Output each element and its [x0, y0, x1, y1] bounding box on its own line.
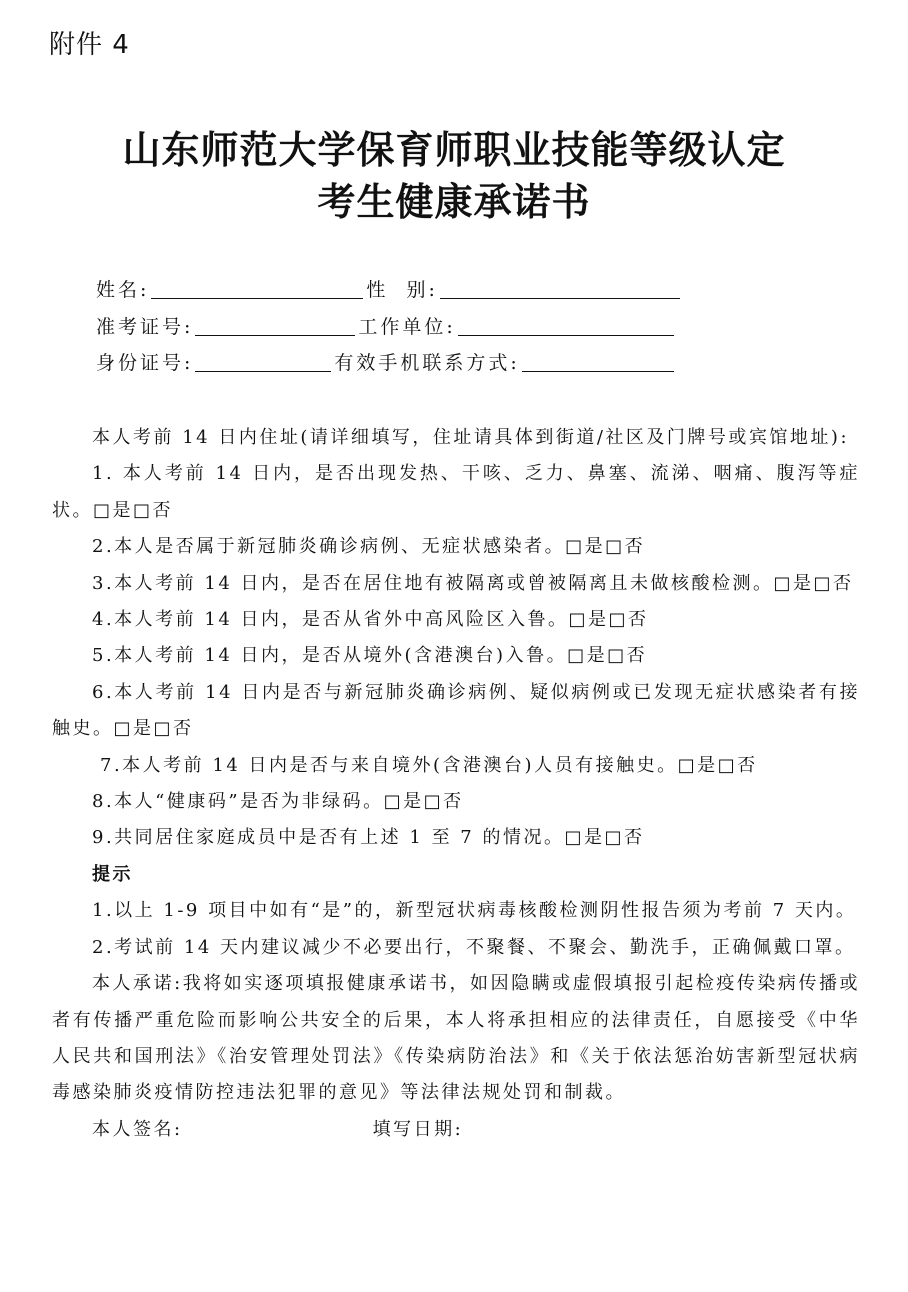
question-1: 1. 本人考前 14 日内，是否出现发热、干咳、乏力、鼻塞、流涕、咽痛、腹泻等症状。□是□否: [52, 463, 860, 521]
phone-label: 有效手机联系方式:: [334, 352, 520, 374]
gender-label: 性 别:: [366, 279, 438, 301]
question-7: 7.本人考前 14 日内是否与来自境外(含港澳台)人员有接触史。□是□否: [100, 754, 758, 776]
hint-1: 1.以上 1-9 项目中如有“是”的，新型冠状病毒核酸检测阴性报告须为考前 7 天内。: [92, 900, 857, 922]
name-label: 姓名:: [96, 279, 150, 301]
question-9: 9.共同居住家庭成员中是否有上述 1 至 7 的情况。□是□否: [92, 827, 645, 849]
document-title-line2: 考生健康承诺书: [317, 180, 591, 224]
signature-label: 本人签名:: [92, 1118, 183, 1140]
hint-2: 2.考试前 14 天内建议减少不必要出行，不聚餐、不聚会、勤洗手，正确佩戴口罩。: [92, 936, 856, 958]
pledge-paragraph: 本人承诺:我将如实逐项填报健康承诺书，如因隐瞒或虚假填报引起检疫传染病传播或者有传播严重危险而影响公共安全的后果，本人将承担相应的法律责任，自愿接受《中华人民共和国刑法》《治安管理处罚法》《传染病防治法》和《关于依法惩治妨害新型冠状病毒感染肺炎疫情防控违法犯罪的意见》等法律法规处罚和制裁。: [52, 973, 860, 1104]
question-3: 3.本人考前 14 日内，是否在居住地有被隔离或曾被隔离且未做核酸检测。□是□否: [92, 572, 854, 594]
document-title-line1: 山东师范大学保育师职业技能等级认定: [122, 128, 786, 172]
signature-date-line: [52, 1112, 860, 1148]
field-row-exam-work: [96, 309, 677, 339]
question-2: 2.本人是否属于新冠肺炎确诊病例、无症状感染者。□是□否: [92, 536, 646, 558]
question-4: 4.本人考前 14 日内，是否从省外中高风险区入鲁。□是□否: [92, 609, 649, 631]
work-unit-blank[interactable]: [458, 315, 674, 336]
question-6: 6.本人考前 14 日内是否与新冠肺炎确诊病例、疑似病例或已发现无症状感染者有接触史。□是□否: [52, 681, 860, 740]
id-no-label: 身份证号:: [96, 352, 194, 374]
gender-blank[interactable]: [440, 278, 680, 299]
name-blank[interactable]: [151, 278, 363, 299]
document-body: [52, 420, 860, 1148]
id-no-blank[interactable]: [195, 351, 331, 372]
field-row-id-phone: [96, 345, 677, 375]
exam-no-blank[interactable]: [195, 315, 355, 336]
field-row-name-gender: [96, 272, 683, 302]
phone-blank[interactable]: [522, 351, 674, 372]
work-unit-label: 工作单位:: [358, 316, 456, 338]
address-paragraph: 本人考前 14 日内住址(请详细填写，住址请具体到街道/社区及门牌号或宾馆地址):: [92, 427, 850, 448]
exam-no-label: 准考证号:: [96, 316, 194, 338]
date-label: 填写日期:: [372, 1118, 464, 1140]
question-8: 8.本人“健康码”是否为非绿码。□是□否: [92, 791, 464, 813]
hint-heading: 提示: [92, 863, 133, 885]
attachment-label: 附件 4: [49, 30, 130, 60]
question-5: 5.本人考前 14 日内，是否从境外(含港澳台)入鲁。□是□否: [92, 645, 648, 667]
